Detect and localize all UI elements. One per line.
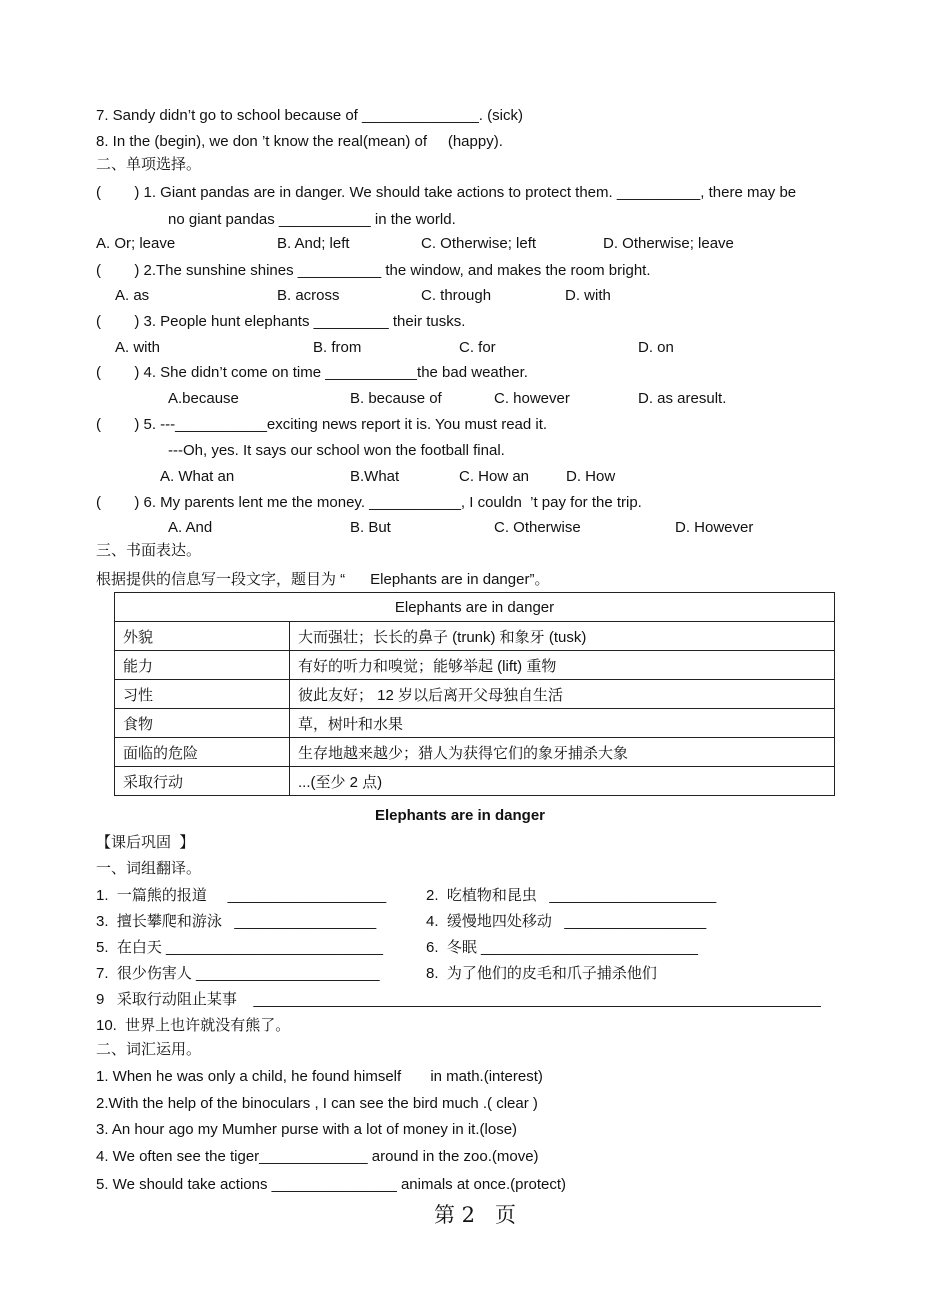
table-row: 食物 草，树叶和水果 <box>115 709 835 738</box>
section-heading-writing: 三、书面表达。 <box>96 542 202 559</box>
table-row: 能力 有好的听力和嗅觉；能够举起 (lift) 重物 <box>115 651 835 680</box>
mc-question-1-cont: no giant pandas ___________ in the world. <box>168 211 456 228</box>
mc-option: A. And <box>168 519 213 536</box>
phrase-item: 7. 很少伤害人 ______________________ <box>96 965 380 982</box>
phrase-item: 5. 在白天 __________________________ <box>96 939 383 956</box>
mc-option: D. with <box>565 287 611 304</box>
mc-option: A. with <box>115 339 161 356</box>
mc-question-3: ( ) 3. People hunt elephants _________ their tusks. <box>96 313 466 330</box>
vocab-item: 1. When he was only a child, he found himself in math.(interest) <box>96 1068 543 1085</box>
phrase-item: 10. 世界上也许就没有熊了。 <box>96 1017 291 1034</box>
mc-option: D. Otherwise; leave <box>603 235 734 252</box>
phrase-item: 2. 吃植物和昆虫 ____________________ <box>426 887 717 904</box>
phrase-item: 6. 冬眠 __________________________ <box>426 939 698 956</box>
mc-question-4: ( ) 4. She didn’t come on time ___________the bad weather. <box>96 364 528 381</box>
mc-option: B. because of <box>350 390 442 407</box>
mc-option: C. through <box>421 287 492 304</box>
mc-option: D. as aresult. <box>638 390 727 407</box>
writing-instruction: 根据提供的信息写一段文字，题目为 “ Elephants are in danger”。 <box>96 571 550 588</box>
mc-option: B. across <box>277 287 340 304</box>
mc-option: D. However <box>675 519 754 536</box>
mc-option: C. Otherwise; left <box>421 235 537 252</box>
mc-option: B. And; left <box>277 235 350 252</box>
vocab-item: 3. An hour ago my Mumher purse with a lot of money in it.(lose) <box>96 1121 518 1138</box>
phrase-item: 3. 擅长攀爬和游泳 _________________ <box>96 913 377 930</box>
table-row: 采取行动 ...(至少 2 点) <box>115 767 835 796</box>
vocab-item: 4. We often see the tiger_____________ around in the zoo.(move) <box>96 1148 539 1165</box>
phrase-item: 4. 缓慢地四处移动 _________________ <box>426 913 707 930</box>
table-row: 习性 彼此友好； 12 岁以后离开父母独自生活 <box>115 680 835 709</box>
essay-title: Elephants are in danger <box>374 807 546 824</box>
table-row: 外貌 大而强壮；长长的鼻子 (trunk) 和象牙 (tusk) <box>115 622 835 651</box>
question-7: 7. Sandy didn’t go to school because of ______________. (sick) <box>96 107 523 124</box>
mc-option: D. How <box>566 468 616 485</box>
mc-question-5: ( ) 5. ---___________exciting news report it is. You must read it. <box>96 416 548 433</box>
section-heading-choice: 二、单项选择。 <box>96 156 202 173</box>
mc-option: C. How an <box>459 468 530 485</box>
phrase-item: 1. 一篇熊的报道 ___________________ <box>96 887 387 904</box>
mc-option: C. Otherwise <box>494 519 581 536</box>
mc-question-6: ( ) 6. My parents lent me the money. ___________, I couldn ’t pay for the trip. <box>96 494 642 511</box>
mc-option: C. however <box>494 390 570 407</box>
mc-question-1: ( ) 1. Giant pandas are in danger. We should take actions to protect them. __________, there may be <box>96 184 797 201</box>
page-number: 第 2 页 <box>433 1203 517 1227</box>
mc-option: B. But <box>350 519 391 536</box>
mc-question-2: ( ) 2.The sunshine shines __________ the window, and makes the room bright. <box>96 262 651 279</box>
vocab-heading: 二、词汇运用。 <box>96 1041 202 1058</box>
mc-question-5-cont: ---Oh, yes. It says our school won the football final. <box>168 442 505 459</box>
mc-option: B. from <box>313 339 362 356</box>
mc-option: C. for <box>459 339 496 356</box>
mc-option: A. Or; leave <box>96 235 176 252</box>
vocab-item: 2.With the help of the binoculars , I can see the bird much .( clear ) <box>96 1095 538 1112</box>
info-table <box>114 592 835 796</box>
after-class-heading: 【课后巩固 】 <box>96 834 195 851</box>
phrase-translation-heading: 一、词组翻译。 <box>96 860 202 877</box>
table-row: 面临的危险 生存地越来越少；猎人为获得它们的象牙捕杀大象 <box>115 738 835 767</box>
mc-option: A. What an <box>160 468 235 485</box>
phrase-item: 9 采取行动阻止某事 ____________________________________________________________________ <box>96 991 821 1008</box>
mc-option: A. as <box>115 287 150 304</box>
mc-option: D. on <box>638 339 674 356</box>
question-8: 8. In the (begin), we don ’t know the real(mean) of (happy). <box>96 133 503 150</box>
phrase-item: 8. 为了他们的皮毛和爪子捕杀他们 <box>426 965 657 982</box>
mc-option: B.What <box>350 468 400 485</box>
mc-option: A.because <box>168 390 239 407</box>
vocab-item: 5. We should take actions _______________ animals at once.(protect) <box>96 1176 567 1193</box>
table-title: Elephants are in danger <box>115 593 835 622</box>
